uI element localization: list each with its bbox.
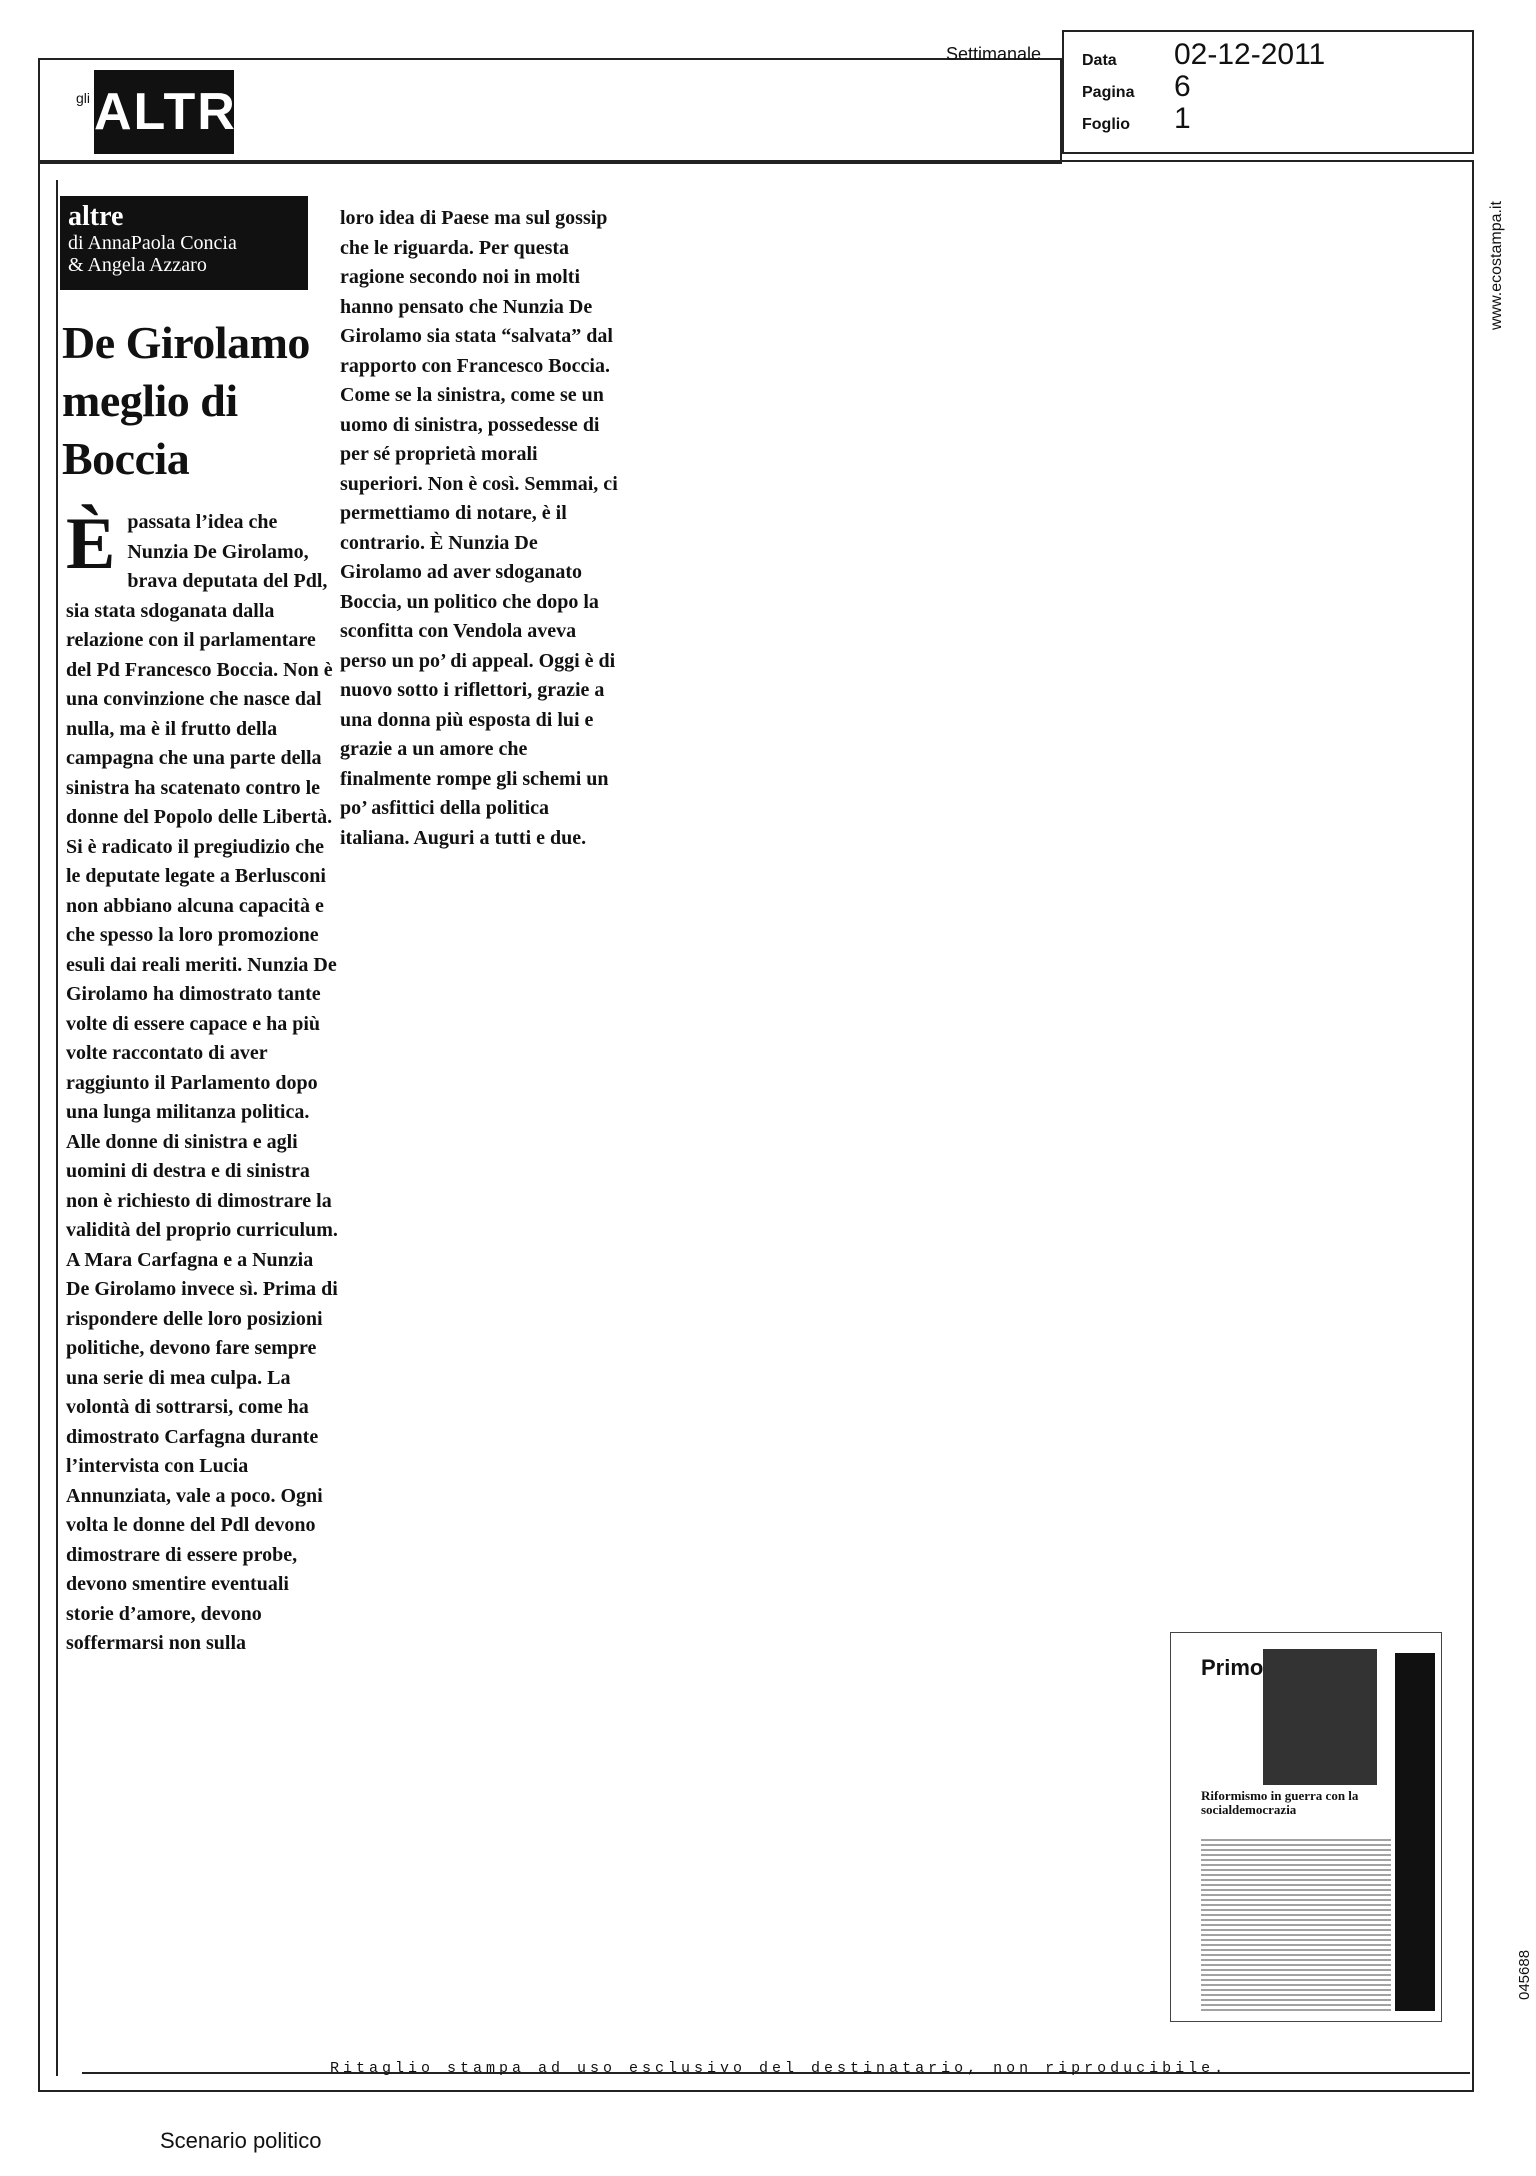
logo-prefix: gli [76,90,91,106]
article-column-1 [66,503,338,1659]
meta-label-pagina: Pagina [1082,84,1135,101]
page-thumbnail [1170,1632,1442,2022]
column-1-text: passata l’idea che Nunzia De Girolamo, brava deputata del Pdl, sia stata sdoganata dalla relazione con il parlamentare del Pd Francesco Boccia. Non è una convinzione che nasce dal nulla, ma è il frutto della campagna che una parte della sinistra ha scatenato contro le donne del Popolo delle Libertà. Si è radicato il pregiudizio che le deputate legate a Berlusconi non abbiano alcuna capacità e che spesso la loro promozione esuli dai reali meriti. Nunzia De Girolamo ha dimostrato tante volte di essere capace e ha più volte raccontato di aver raggiunto il Parlamento dopo una lunga militanza politica. Alle donne di sinistra e agli uomini di destra e di sinistra non è richiesto di dimostrare la validità del proprio curriculum. A Mara Carfagna e a Nunzia De Girolamo invece sì. Prima di rispondere delle loro posizioni politiche, devono fare sempre una serie di mea culpa. La volontà di sottrarsi, come ha dimostrato Carfagna durante l’intervista con Lucia Annunziata, vale a poco. Ogni volta le donne del Pdl devono dimostrare di essere probe, devono smentire eventuali storie d’amore, devono soffermarsi non sulla [66,511,338,1654]
source-url: www.ecostampa.it [1488,201,1505,330]
thumbnail-title: Riformismo in guerra con la socialdemocrazia [1201,1788,1359,1817]
section-caption: Scenario politico [160,2128,322,2153]
thumbnail-text-block [1201,1839,1391,2011]
meta-label-data: Data [1082,52,1117,69]
rubric-name: altre [68,201,124,232]
document-code: 045688 [1516,1949,1533,2000]
thumbnail-sidebar [1395,1653,1435,2011]
rubric-authors-line1: di AnnaPaola Concia [68,232,237,254]
article-headline: De Girolamo meglio di Boccia [62,317,310,484]
meta-value-pagina: 6 [1174,70,1191,103]
thumbnail-photo [1263,1649,1377,1785]
meta-value-foglio: 1 [1174,102,1191,135]
meta-value-data: 02-12-2011 [1174,38,1326,71]
thumbnail-masthead: Primo [1201,1655,1264,1680]
logo-mark: ALTRI [94,70,234,154]
article-column-2: loro idea di Paese ma sul gossip che le riguarda. Per questa ragione secondo noi in molti hanno pensato che Nunzia De Girolamo sia stata “salvata” dal rapporto con Francesco Boccia. Come se la sinistra, come se un uomo di sinistra, possedesse di per sé proprietà morali superiori. Non è così. Semmai, ci permettiamo di notare, è il contrario. È Nunzia De Girolamo ad aver sdoganato Boccia, un politico che dopo la sconfitta con Vendola aveva perso un po’ di appeal. Oggi è di nuovo sotto i riflettori, grazie a una donna più esposta di lui e grazie a un amore che finalmente rompe gli schemi un po’ asfittici della politica italiana. Auguri a tutti e due. [340,207,618,849]
meta-label-foglio: Foglio [1082,116,1130,133]
frame-divider [56,180,58,2076]
metadata-box [1062,30,1474,154]
footer-notice: Ritaglio stampa ad uso esclusivo del destinatario, non riproducibile. [330,2060,1228,2077]
rubric-authors-line2: & Angela Azzaro [68,254,207,276]
periodicity-label: Settimanale [946,44,1042,64]
drop-cap: È [66,503,116,585]
rubric-block [60,196,308,290]
